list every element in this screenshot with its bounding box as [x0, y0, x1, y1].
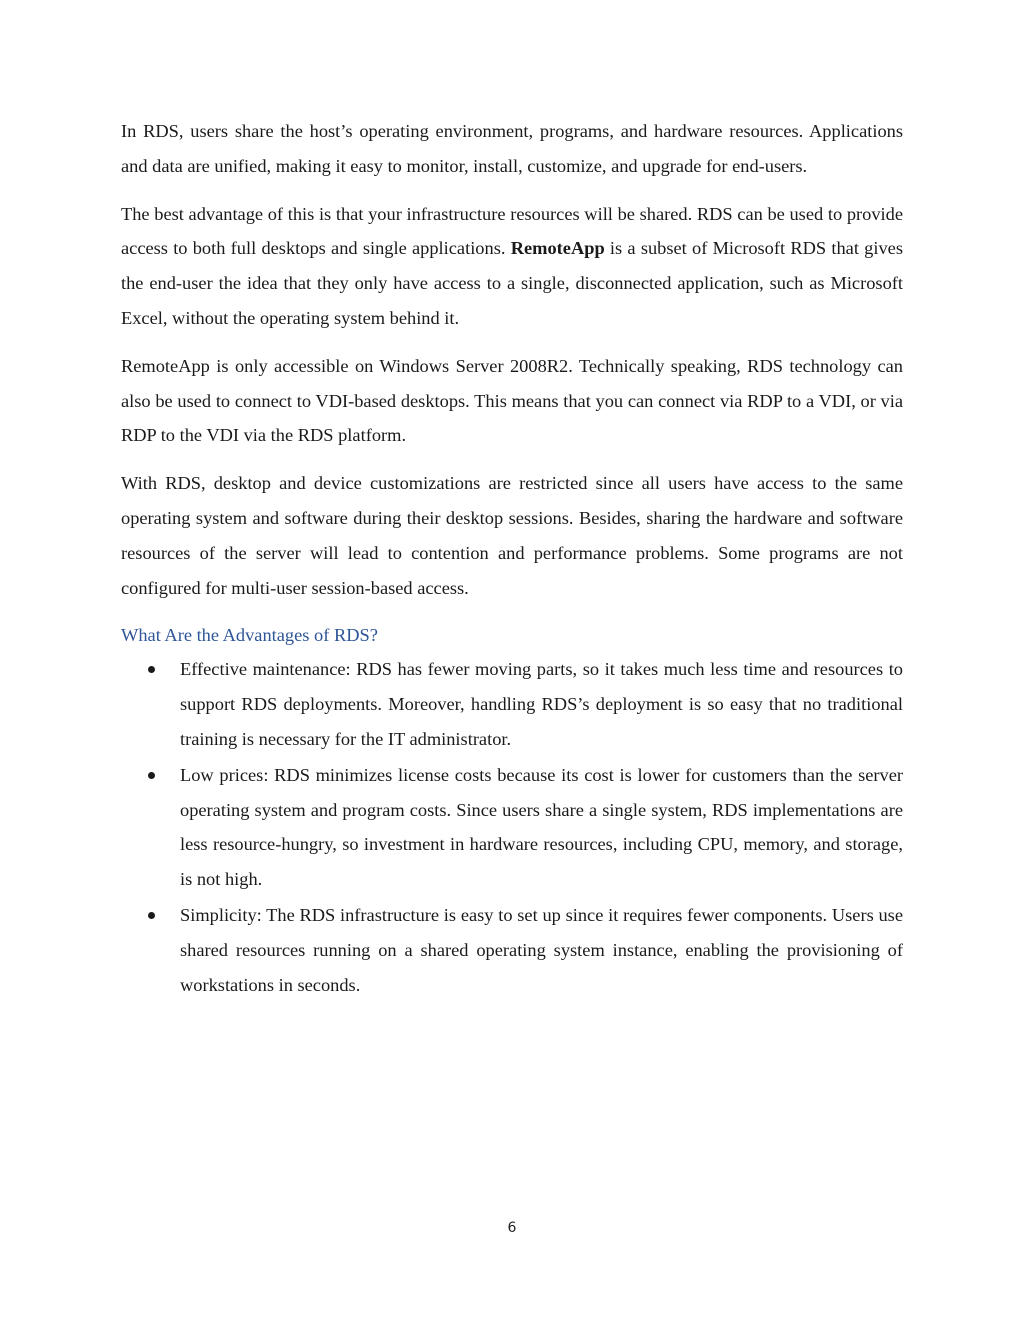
page-number: 6 [507, 1220, 517, 1236]
list-item [121, 652, 903, 756]
list-item-text: Effective maintenance: RDS has fewer moving parts, so it takes much less time and resources to support RDS deployments. Moreover, handling RDS’s deployment is so easy that no traditional training is necessary for the IT administrator. [180, 659, 903, 749]
list-item [121, 898, 903, 1002]
paragraph-text: The best advantage of this is that your infrastructure resources will be shared. RDS can be used to provide access to both full desktops and single applications. [121, 203, 903, 259]
paragraph-remoteapp-availability: RemoteApp is only accessible on Windows Server 2008R2. Technically speaking, RDS technology can also be used to connect to VDI-based desktops. This means that you can connect via RDP to a VDI, or via RDP to the VDI via the RDS platform. [121, 355, 903, 446]
paragraph-text: is a subset of Microsoft RDS that gives the end-user the idea that they only have access to a single, disconnected application, such as Microsoft Excel, without the operating system behind it. [121, 238, 903, 328]
section-heading-advantages: What Are the Advantages of RDS? [121, 625, 378, 646]
paragraph-rds-restrictions: With RDS, desktop and device customizations are restricted since all users have access to the same operating system and software during their desktop sessions. Besides, sharing the hardware and software resources of the server will lead to contention and performance problems. Some programs are not configured for multi-user session-based access. [121, 473, 903, 598]
bullet-icon [148, 912, 155, 919]
list-item-text: Low prices: RDS minimizes license costs because its cost is lower for customers than the server operating system and program costs. Since users share a single system, RDS implementations are less resource-hungry, so investment in hardware resources, including CPU, memory, and storage, is not high. [180, 764, 903, 890]
list-item [121, 758, 903, 897]
bullet-icon [148, 772, 155, 779]
page-content [121, 114, 903, 1003]
bullet-icon [148, 666, 155, 673]
paragraph-rds-shared-environment: In RDS, users share the host’s operating environment, programs, and hardware resources. Applications and data are unified, making it easy to monitor, install, customize, and upgrade for end-users. [121, 121, 903, 176]
list-item-text: Simplicity: The RDS infrastructure is easy to set up since it requires fewer components. Users use shared resources running on a shared operating system instance, enabling the provisioning of workstations in seconds. [180, 904, 903, 995]
remoteapp-bold-term: RemoteApp [510, 238, 605, 259]
paragraph-remoteapp-intro [121, 197, 903, 336]
advantages-list [121, 652, 903, 1002]
